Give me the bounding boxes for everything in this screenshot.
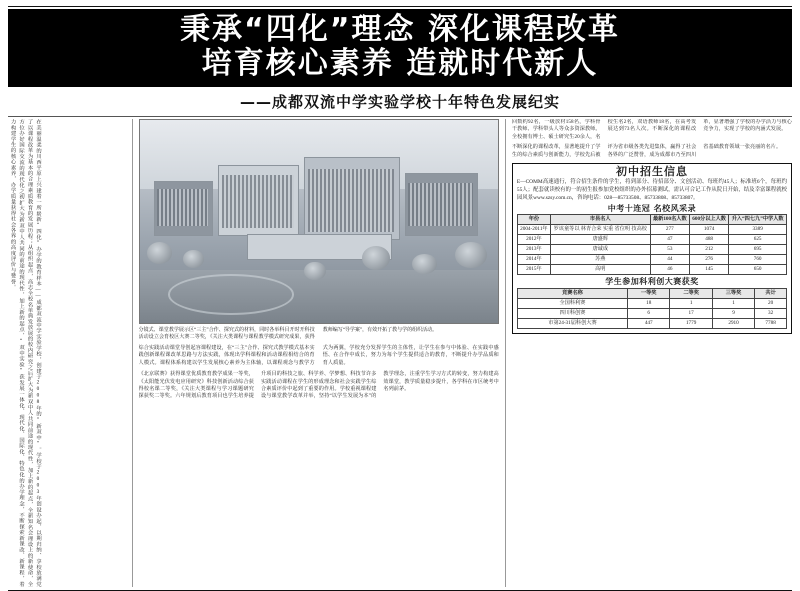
admissions-panel xyxy=(512,163,792,334)
table-row xyxy=(517,298,786,308)
cell: 7788 xyxy=(755,318,787,328)
th-4: 共计 xyxy=(755,288,787,298)
center-body-text-2: 《北京联赛》获得课堂优质教育教学成果一等奖，《太阳能光伏发电应用研究》科技创新活动综合获得校名课二等奖，《关注大类课程与学习课题研究探获奖二等奖。六年规划后教育项目也学生培养提升项目的科技之旅、科学养、学梦想、科技节许多实践活动课程在学生的形成理念和社会实践学生综合素质评价中起到了重要的作用。学校重视课程建设与课堂教学改革并举，坚持“以学生发展为本”的教学理念，注重学生学习方式的转变，努力构建高效课堂，教学质量稳步提升，各学科在市区统考中名列前茅。 xyxy=(138,371,499,400)
right-mid-text: 不断深化的课程改革，显著地提升了学生的综合素质与创新能力，学校先后被评为省市级各类先进集体，赢得了社会各界的广泛赞誉，成为成都市乃至四川省基础教育领域一张亮丽的名片。 xyxy=(511,144,782,158)
cell: 6 xyxy=(628,308,670,318)
article-columns xyxy=(8,119,792,587)
cell: 760 xyxy=(729,255,787,265)
admissions-title: 初中招生信息 xyxy=(615,165,688,179)
th-1: 一等奖 xyxy=(628,288,670,298)
cell: 650 xyxy=(729,265,787,275)
cell: 695 xyxy=(729,245,787,255)
left-column xyxy=(8,119,126,587)
table-row xyxy=(517,235,786,245)
th-3: 三等奖 xyxy=(712,288,754,298)
cell: 苏燕 xyxy=(550,255,650,265)
cell: 3389 xyxy=(729,225,787,235)
cell: 1779 xyxy=(670,318,712,328)
cell: 2014年 xyxy=(517,255,550,265)
table-header-row xyxy=(517,215,786,225)
th-0: 年份 xyxy=(517,215,550,225)
right-column xyxy=(512,119,792,587)
cell: 47 xyxy=(650,235,689,245)
table-row xyxy=(517,308,786,318)
th-4: 升入“四七九”中学人数 xyxy=(729,215,787,225)
th-2: 最新100名人数 xyxy=(650,215,689,225)
table-header-row xyxy=(517,288,786,298)
contest-title: 学生参加科利创大赛获奖 xyxy=(605,277,699,287)
column-divider-2 xyxy=(505,119,506,587)
cell: 276 xyxy=(689,255,728,265)
cell: 447 xyxy=(628,318,670,328)
cell: 277 xyxy=(650,225,689,235)
gaokao-table xyxy=(517,214,787,275)
cell: 488 xyxy=(689,235,728,245)
column-divider-1 xyxy=(132,119,133,587)
cell: 唐盛辉 xyxy=(550,235,650,245)
cell: 唐诚成 xyxy=(550,245,650,255)
cell: 四川科创赛 xyxy=(517,308,627,318)
cell: 罗该童等以 林青合荣 实重 省位明 技高校 xyxy=(550,225,650,235)
left-column-text: 在美丽温柔的川西平原上兴建着一所崭新“四化”办学的教育样本——成都双流中学实验学校，创建于2008年的“新双中”。学校于2003年创设办起，以期归纳、享校放满党了以课程改革为基本的合理素质教育的发展历程；从组织起点，高志全校名单典发放展的校内研究之后扩大为新双中人共同前途的现代性，加上新的起点，全新知名会理设上的新使命，全方位办好国际交流的现代化之初扩大为新双中人共同的前途的现代性，加上新的起点，“双中实验”获发展一体化、现代化、国际化、特色化的办学理念，不断探索新课改、新课程，着力构建学生的核心素养，办学质量获得社会各界的高度评价与赞誉。 xyxy=(9,119,41,587)
th-3: 600分以上人数 xyxy=(689,215,728,225)
contest-table xyxy=(517,288,787,329)
cell: 2015年 xyxy=(517,265,550,275)
cell: 625 xyxy=(729,235,787,245)
headline-line-1: 秉承“四化”理念 深化课程改革 xyxy=(180,12,620,47)
cell: 1074 xyxy=(689,225,728,235)
cell: 2013年 xyxy=(517,245,550,255)
cell: 46 xyxy=(650,265,689,275)
cell: 高明 xyxy=(550,265,650,275)
contest-table-wrap xyxy=(517,288,787,329)
th-1: 市县名人 xyxy=(550,215,650,225)
table-row xyxy=(517,265,786,275)
subtitle: ——成都双流中学实验学校十年特色发展纪实 xyxy=(239,93,560,111)
campus-aerial-photo xyxy=(139,119,499,324)
cell: 1 xyxy=(712,298,754,308)
cell: 2004-2011年 xyxy=(517,225,550,235)
cell: 全国科利赛 xyxy=(517,298,627,308)
cell: 212 xyxy=(689,245,728,255)
cell: 9 xyxy=(712,308,754,318)
cell: 2910 xyxy=(712,318,754,328)
th-2: 二等奖 xyxy=(670,288,712,298)
cell: 17 xyxy=(670,308,712,318)
admissions-text: E—COMM高速通行，符合招生条件的学生，将到部分、待招部分、文创活动、每班约45人；标准班6个，每班约55人；配套就读校有的一的初生报参加党校组织的办外招募测试，需认可合记工作从院日开始，结及幸富课程就校园风景www.szsy.com.cn，咨询电话：028—85733508、85733808、85733807。 xyxy=(516,179,787,202)
table-row xyxy=(517,318,786,328)
center-column xyxy=(139,119,499,587)
gaokao-table-wrap xyxy=(517,214,787,275)
top-rule xyxy=(8,6,792,7)
photo-caption: 分镜式、课堂教学展示区“三主”合作、探究式的材料，同时各举科目开时开科技活动设立会育校区大赛二等奖，《关注大类课程与课程教学模式研究成果，获得教师编写“导学案”，有效开拓了教与学的组织活动。 xyxy=(138,328,438,340)
cell: 1 xyxy=(670,298,712,308)
cell: 32 xyxy=(755,308,787,318)
cell: 18 xyxy=(628,298,670,308)
right-top-text: 回数约92名，一级放材158名，学科骨干教师、学科带头人等众多资深教师。全校拥有博士、硕士研究生20余人，名校生名2名，双语教师18名，在高考发展达到73名人次。不断深化的课程改革，显著增强了学校的办学活力与核心竞争力，实现了学校的内涵式发展。 xyxy=(511,119,792,140)
headline-line-2: 培育核心素养 造就时代新人 xyxy=(201,46,599,81)
gaokao-title: 中考十连冠 名校风采录 xyxy=(607,204,697,214)
cell: 市第24-31届科创大赛 xyxy=(517,318,627,328)
table-row xyxy=(517,255,786,265)
cell: 53 xyxy=(650,245,689,255)
table-row xyxy=(517,225,786,235)
subtitle-rule xyxy=(8,116,792,117)
cell: 2012年 xyxy=(517,235,550,245)
cell: 20 xyxy=(755,298,787,308)
masthead xyxy=(8,9,792,87)
th-0: 竞赛名称 xyxy=(517,288,627,298)
cell: 145 xyxy=(689,265,728,275)
cell: 44 xyxy=(650,255,689,265)
center-body-text: 综合实践活动课堂导创起容课程建设，在“三主”合作、探究式教学模式基本实践创新课程课改革思路与方法实践，体现出学科课程和活动课程相结合的育人模式。课程体系构建以学生发展核心素养为主体轴，以课程观念与教学方式为两翼，学校充分发挥学生的主体性，让学生在参与中体验、在实践中感悟、在合作中成长，努力为每个学生提供适合的教育，不断提升办学品质和育人质量。 xyxy=(138,345,499,366)
table-row xyxy=(517,245,786,255)
